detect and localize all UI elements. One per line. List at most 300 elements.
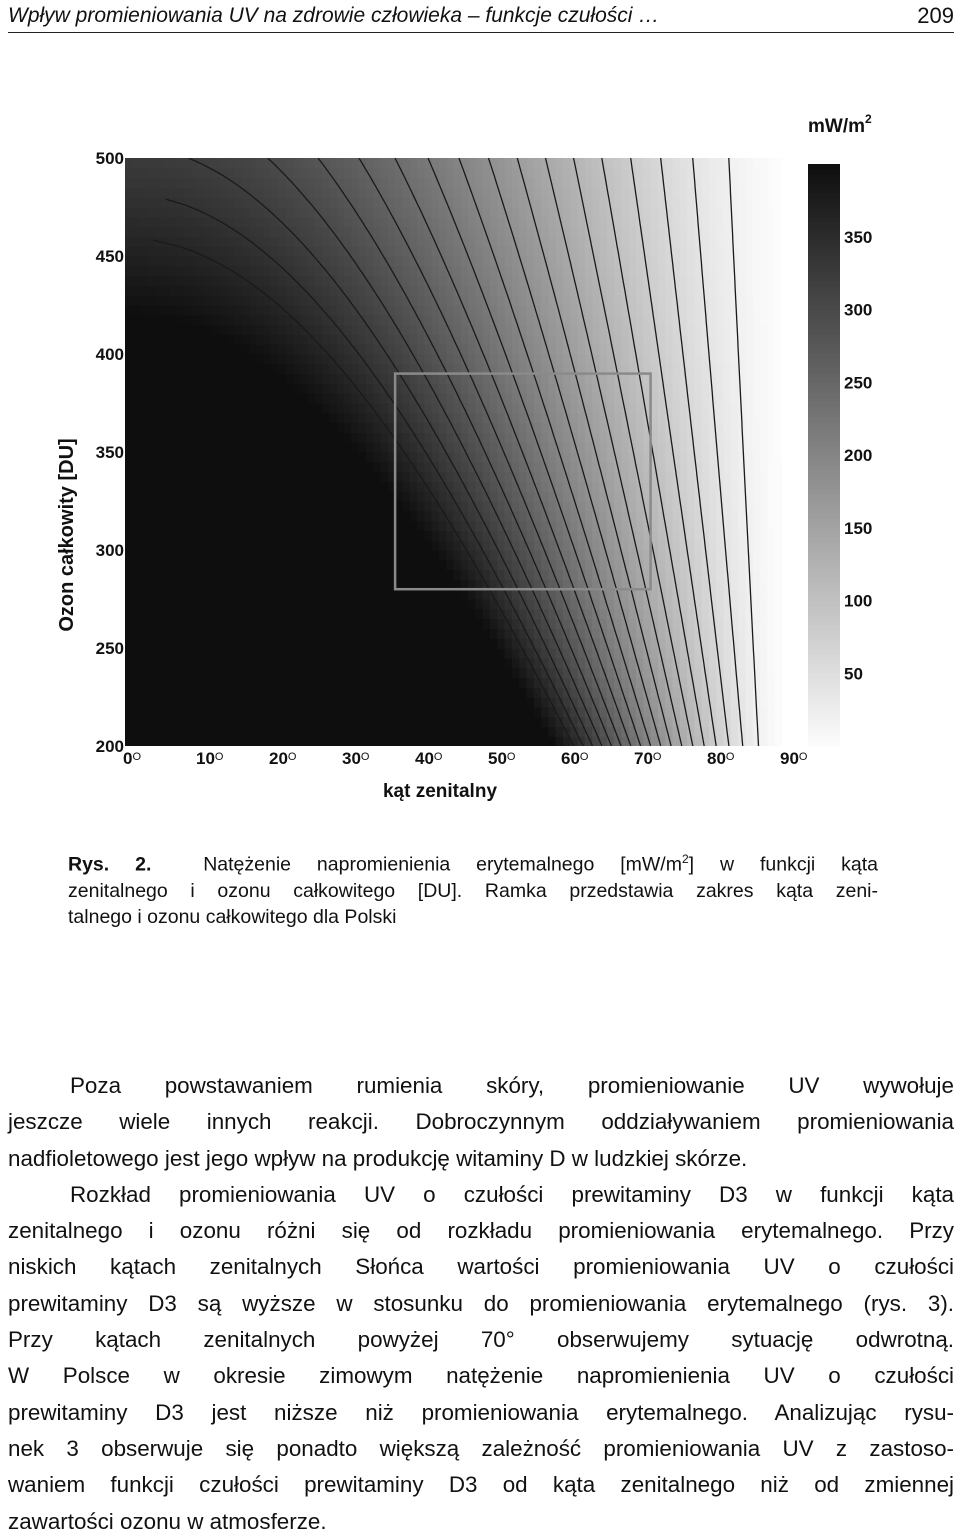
heat-cell bbox=[271, 658, 279, 668]
heat-cell bbox=[417, 491, 425, 501]
heat-cell bbox=[505, 432, 513, 442]
heat-cell bbox=[351, 178, 359, 188]
heat-cell bbox=[519, 354, 527, 364]
heat-cell bbox=[205, 354, 213, 364]
heat-cell bbox=[702, 717, 710, 727]
heat-cell bbox=[322, 393, 330, 403]
heat-cell bbox=[592, 344, 600, 354]
heat-cell bbox=[278, 540, 286, 550]
heat-cell bbox=[490, 726, 498, 736]
heat-cell bbox=[541, 726, 549, 736]
heat-cell bbox=[183, 178, 191, 188]
heat-cell bbox=[191, 530, 199, 540]
heat-cell bbox=[308, 187, 316, 197]
heat-cell bbox=[673, 619, 681, 629]
heat-cell bbox=[424, 462, 432, 472]
heat-cell bbox=[169, 687, 177, 697]
heat-cell bbox=[665, 707, 673, 717]
heat-cell bbox=[673, 383, 681, 393]
heat-cell bbox=[125, 687, 133, 697]
heat-cell bbox=[402, 687, 410, 697]
heat-cell bbox=[461, 383, 469, 393]
heat-cell bbox=[505, 736, 513, 746]
heat-cell bbox=[256, 481, 264, 491]
heat-cell bbox=[140, 374, 148, 384]
heat-cell bbox=[329, 560, 337, 570]
heat-cell bbox=[548, 227, 556, 237]
heat-cell bbox=[169, 491, 177, 501]
heat-cell bbox=[132, 530, 140, 540]
heat-cell bbox=[439, 668, 447, 678]
heat-cell bbox=[220, 442, 228, 452]
heat-cell bbox=[169, 648, 177, 658]
heat-cell bbox=[242, 726, 250, 736]
heat-cell bbox=[162, 530, 170, 540]
heat-cell bbox=[446, 707, 454, 717]
heat-cell bbox=[724, 452, 732, 462]
heat-cell bbox=[198, 266, 206, 276]
heat-cell bbox=[424, 432, 432, 442]
heat-cell bbox=[614, 403, 622, 413]
heat-cell bbox=[505, 472, 513, 482]
heat-cell bbox=[534, 462, 542, 472]
heat-cell bbox=[658, 413, 666, 423]
heat-cell bbox=[373, 658, 381, 668]
heat-cell bbox=[125, 197, 133, 207]
heat-cell bbox=[373, 638, 381, 648]
heat-cell bbox=[191, 364, 199, 374]
heat-cell bbox=[344, 550, 352, 560]
heat-cell bbox=[162, 560, 170, 570]
heat-cell bbox=[468, 452, 476, 462]
heat-cell bbox=[198, 579, 206, 589]
heat-cell bbox=[512, 707, 520, 717]
heat-cell bbox=[424, 628, 432, 638]
heat-cell bbox=[410, 511, 418, 521]
heat-cell bbox=[592, 589, 600, 599]
heat-cell bbox=[468, 658, 476, 668]
heat-cell bbox=[680, 246, 688, 256]
heat-cell bbox=[497, 374, 505, 384]
heat-cell bbox=[673, 736, 681, 746]
heat-cell bbox=[497, 599, 505, 609]
heat-cell bbox=[351, 668, 359, 678]
heat-cell bbox=[410, 325, 418, 335]
heat-cell bbox=[344, 364, 352, 374]
heat-cell bbox=[169, 315, 177, 325]
heat-cell bbox=[198, 374, 206, 384]
heat-cell bbox=[724, 677, 732, 687]
heat-cell bbox=[381, 619, 389, 629]
heat-cell bbox=[527, 432, 535, 442]
heat-cell bbox=[381, 266, 389, 276]
heat-cell bbox=[673, 540, 681, 550]
heat-cell bbox=[402, 354, 410, 364]
heat-cell bbox=[205, 423, 213, 433]
heat-cell bbox=[694, 658, 702, 668]
heat-cell bbox=[125, 677, 133, 687]
heat-cell bbox=[198, 619, 206, 629]
heat-cell bbox=[410, 266, 418, 276]
heat-cell bbox=[432, 266, 440, 276]
heat-cell bbox=[563, 305, 571, 315]
heat-cell bbox=[643, 236, 651, 246]
heat-cell bbox=[519, 472, 527, 482]
heat-cell bbox=[140, 344, 148, 354]
heat-cell bbox=[205, 246, 213, 256]
heat-cell bbox=[147, 648, 155, 658]
heat-cell bbox=[344, 736, 352, 746]
heat-cell bbox=[235, 717, 243, 727]
heat-cell bbox=[227, 246, 235, 256]
heat-cell bbox=[417, 295, 425, 305]
heat-cell bbox=[519, 315, 527, 325]
heat-cell bbox=[527, 530, 535, 540]
heat-cell bbox=[373, 521, 381, 531]
heat-cell bbox=[359, 619, 367, 629]
heat-cell bbox=[446, 697, 454, 707]
heat-cell bbox=[614, 393, 622, 403]
heat-cell bbox=[475, 648, 483, 658]
heat-cell bbox=[417, 452, 425, 462]
heat-cell bbox=[454, 589, 462, 599]
heat-cell bbox=[322, 707, 330, 717]
heat-cell bbox=[724, 295, 732, 305]
heat-cell bbox=[709, 344, 717, 354]
heat-cell bbox=[227, 364, 235, 374]
heat-cell bbox=[541, 599, 549, 609]
heat-cell bbox=[286, 609, 294, 619]
heat-cell bbox=[176, 589, 184, 599]
heat-cell bbox=[300, 697, 308, 707]
heat-cell bbox=[505, 187, 513, 197]
heat-cell bbox=[490, 266, 498, 276]
heat-cell bbox=[490, 217, 498, 227]
heat-cell bbox=[570, 403, 578, 413]
heat-cell bbox=[475, 619, 483, 629]
heat-cell bbox=[249, 334, 257, 344]
heat-cell bbox=[125, 717, 133, 727]
heat-cell bbox=[227, 295, 235, 305]
heat-cell bbox=[578, 619, 586, 629]
heat-cell bbox=[731, 717, 739, 727]
heat-cell bbox=[235, 423, 243, 433]
heat-cell bbox=[512, 276, 520, 286]
heat-cell bbox=[402, 560, 410, 570]
heat-cell bbox=[271, 530, 279, 540]
heat-cell bbox=[191, 423, 199, 433]
heat-cell bbox=[563, 187, 571, 197]
heat-cell bbox=[519, 726, 527, 736]
heat-cell bbox=[176, 668, 184, 678]
heat-cell bbox=[242, 638, 250, 648]
heat-cell bbox=[687, 432, 695, 442]
heat-cell bbox=[286, 432, 294, 442]
heat-cell bbox=[329, 462, 337, 472]
heat-cell bbox=[716, 217, 724, 227]
heat-cell bbox=[651, 236, 659, 246]
heat-cell bbox=[315, 227, 323, 237]
heat-cell bbox=[220, 511, 228, 521]
heat-cell bbox=[293, 168, 301, 178]
heat-cell bbox=[446, 530, 454, 540]
heatmap-cells bbox=[125, 158, 783, 747]
heat-cell bbox=[475, 374, 483, 384]
heat-cell bbox=[293, 717, 301, 727]
heat-cell bbox=[344, 481, 352, 491]
heat-cell bbox=[461, 334, 469, 344]
heat-cell bbox=[643, 217, 651, 227]
heat-cell bbox=[454, 668, 462, 678]
heat-cell bbox=[621, 677, 629, 687]
heat-cell bbox=[527, 325, 535, 335]
heat-cell bbox=[191, 344, 199, 354]
heat-cell bbox=[366, 511, 374, 521]
heat-cell bbox=[519, 197, 527, 207]
heat-cell bbox=[621, 178, 629, 188]
heat-cell bbox=[132, 609, 140, 619]
heat-cell bbox=[694, 403, 702, 413]
heat-cell bbox=[614, 207, 622, 217]
heat-cell bbox=[665, 217, 673, 227]
heat-cell bbox=[724, 325, 732, 335]
heat-cell bbox=[213, 579, 221, 589]
heat-cell bbox=[366, 707, 374, 717]
heat-cell bbox=[468, 677, 476, 687]
heat-cell bbox=[600, 325, 608, 335]
heat-cell bbox=[351, 217, 359, 227]
heat-cell bbox=[600, 521, 608, 531]
heat-cell bbox=[359, 236, 367, 246]
heat-cell bbox=[191, 599, 199, 609]
heat-cell bbox=[220, 452, 228, 462]
heat-cell bbox=[424, 207, 432, 217]
heat-cell bbox=[636, 246, 644, 256]
heat-cell bbox=[724, 550, 732, 560]
heat-cell bbox=[322, 246, 330, 256]
heat-cell bbox=[351, 511, 359, 521]
heat-cell bbox=[716, 550, 724, 560]
heat-cell bbox=[132, 628, 140, 638]
heat-cell bbox=[490, 305, 498, 315]
heat-cell bbox=[694, 168, 702, 178]
heat-cell bbox=[183, 628, 191, 638]
heat-cell bbox=[235, 285, 243, 295]
heat-cell bbox=[213, 560, 221, 570]
heat-cell bbox=[176, 452, 184, 462]
heat-cell bbox=[665, 472, 673, 482]
heat-cell bbox=[709, 413, 717, 423]
heat-cell bbox=[220, 619, 228, 629]
heat-cell bbox=[395, 236, 403, 246]
heat-cell bbox=[658, 305, 666, 315]
heat-cell bbox=[154, 560, 162, 570]
heat-cell bbox=[278, 442, 286, 452]
heat-cell bbox=[636, 315, 644, 325]
heat-cell bbox=[337, 197, 345, 207]
heat-cell bbox=[585, 638, 593, 648]
heat-cell bbox=[162, 285, 170, 295]
heat-cell bbox=[154, 354, 162, 364]
heat-cell bbox=[183, 501, 191, 511]
heat-cell bbox=[388, 197, 396, 207]
heat-cell bbox=[439, 374, 447, 384]
heat-cell bbox=[154, 442, 162, 452]
heat-cell bbox=[205, 285, 213, 295]
heat-cell bbox=[658, 530, 666, 540]
heat-cell bbox=[366, 687, 374, 697]
heat-cell bbox=[359, 648, 367, 658]
heat-cell bbox=[286, 393, 294, 403]
heat-cell bbox=[468, 276, 476, 286]
heat-cell bbox=[534, 717, 542, 727]
heat-cell bbox=[315, 521, 323, 531]
heat-cell bbox=[132, 266, 140, 276]
heat-cell bbox=[483, 383, 491, 393]
heat-cell bbox=[534, 726, 542, 736]
heat-cell bbox=[658, 560, 666, 570]
heat-cell bbox=[249, 628, 257, 638]
heat-cell bbox=[381, 707, 389, 717]
heat-cell bbox=[315, 481, 323, 491]
heat-cell bbox=[198, 521, 206, 531]
heat-cell bbox=[694, 423, 702, 433]
heat-cell bbox=[373, 344, 381, 354]
heat-cell bbox=[381, 530, 389, 540]
heat-cell bbox=[293, 344, 301, 354]
heat-cell bbox=[716, 325, 724, 335]
heat-cell bbox=[432, 217, 440, 227]
heat-cell bbox=[242, 354, 250, 364]
heat-cell bbox=[147, 168, 155, 178]
heat-cell bbox=[439, 452, 447, 462]
heat-cell bbox=[410, 668, 418, 678]
heat-cell bbox=[293, 393, 301, 403]
heat-cell bbox=[585, 178, 593, 188]
heat-cell bbox=[191, 197, 199, 207]
heat-cell bbox=[286, 462, 294, 472]
heat-cell bbox=[658, 178, 666, 188]
heat-cell bbox=[162, 628, 170, 638]
heat-cell bbox=[527, 266, 535, 276]
heat-cell bbox=[162, 178, 170, 188]
heat-cell bbox=[402, 266, 410, 276]
heat-cell bbox=[315, 452, 323, 462]
heat-cell bbox=[235, 570, 243, 580]
heat-cell bbox=[278, 521, 286, 531]
heat-cell bbox=[702, 354, 710, 364]
heat-cell bbox=[191, 403, 199, 413]
heat-cell bbox=[183, 560, 191, 570]
heat-cell bbox=[286, 285, 294, 295]
heat-cell bbox=[242, 530, 250, 540]
heat-cell bbox=[176, 726, 184, 736]
heat-cell bbox=[271, 638, 279, 648]
heat-cell bbox=[344, 668, 352, 678]
heat-cell bbox=[351, 658, 359, 668]
heat-cell bbox=[249, 736, 257, 746]
heat-cell bbox=[585, 315, 593, 325]
heat-cell bbox=[271, 344, 279, 354]
heat-cell bbox=[636, 227, 644, 237]
heat-cell bbox=[556, 413, 564, 423]
heat-cell bbox=[417, 285, 425, 295]
heat-cell bbox=[694, 579, 702, 589]
heat-cell bbox=[220, 462, 228, 472]
heat-cell bbox=[461, 217, 469, 227]
heat-cell bbox=[395, 619, 403, 629]
heat-cell bbox=[300, 227, 308, 237]
heat-cell bbox=[665, 658, 673, 668]
heat-cell bbox=[475, 315, 483, 325]
heat-cell bbox=[329, 491, 337, 501]
heat-cell bbox=[680, 481, 688, 491]
heat-cell bbox=[213, 462, 221, 472]
heat-cell bbox=[147, 364, 155, 374]
heat-cell bbox=[497, 423, 505, 433]
heat-cell bbox=[687, 354, 695, 364]
heat-cell bbox=[205, 707, 213, 717]
heat-cell bbox=[278, 599, 286, 609]
heat-cell bbox=[213, 609, 221, 619]
heat-cell bbox=[694, 285, 702, 295]
heat-cell bbox=[198, 276, 206, 286]
heat-cell bbox=[300, 168, 308, 178]
heat-cell bbox=[315, 560, 323, 570]
heat-cell bbox=[724, 364, 732, 374]
heat-cell bbox=[570, 599, 578, 609]
heat-cell bbox=[702, 227, 710, 237]
heat-cell bbox=[570, 227, 578, 237]
heat-cell bbox=[475, 560, 483, 570]
heat-cell bbox=[614, 413, 622, 423]
heat-cell bbox=[125, 697, 133, 707]
heat-cell bbox=[176, 560, 184, 570]
heat-cell bbox=[468, 305, 476, 315]
heat-cell bbox=[629, 227, 637, 237]
heat-cell bbox=[724, 158, 732, 168]
heat-cell bbox=[490, 521, 498, 531]
heat-cell bbox=[227, 472, 235, 482]
heat-cell bbox=[432, 334, 440, 344]
heat-cell bbox=[264, 521, 272, 531]
heat-cell bbox=[278, 383, 286, 393]
heat-cell bbox=[395, 197, 403, 207]
heat-cell bbox=[461, 619, 469, 629]
heat-cell bbox=[570, 472, 578, 482]
heat-cell bbox=[570, 393, 578, 403]
heat-cell bbox=[191, 354, 199, 364]
heat-cell bbox=[527, 178, 535, 188]
heat-cell bbox=[512, 403, 520, 413]
heat-cell bbox=[154, 246, 162, 256]
heat-cell bbox=[278, 452, 286, 462]
heat-cell bbox=[286, 511, 294, 521]
heat-cell bbox=[709, 256, 717, 266]
heat-cell bbox=[337, 168, 345, 178]
heat-cell bbox=[519, 374, 527, 384]
heat-cell bbox=[359, 491, 367, 501]
heat-cell bbox=[220, 521, 228, 531]
heat-cell bbox=[687, 609, 695, 619]
heat-cell bbox=[424, 178, 432, 188]
heat-cell bbox=[366, 550, 374, 560]
heat-cell bbox=[205, 668, 213, 678]
heat-cell bbox=[147, 687, 155, 697]
heat-cell bbox=[154, 609, 162, 619]
heat-cell bbox=[140, 168, 148, 178]
heat-cell bbox=[322, 550, 330, 560]
